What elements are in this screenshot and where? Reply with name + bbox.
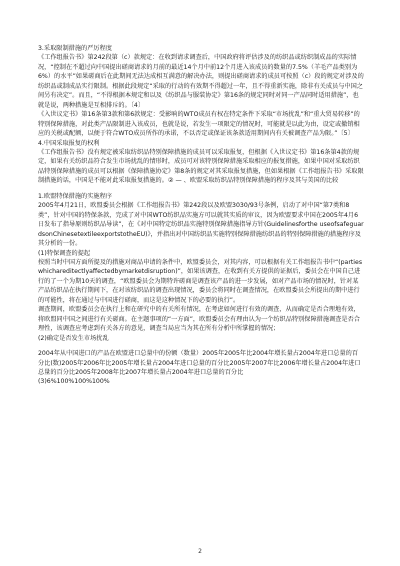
section-heading-severity: 3.采取限制措施的严厉程度 bbox=[38, 45, 112, 52]
document-page bbox=[38, 44, 364, 387]
section-heading-retaliation: 4.中国采取报复的权利 bbox=[38, 139, 100, 147]
body-paragraph: 2004年从中国进口的产品在欧盟进口总量中的份额（数量）2005年2005年比2004年增长量占2004年进口总量的百分比(数)2005年2006年比2005年增长量占2004年进口总量的百分比2005年2007年比2006年增长量占2004年进口总量的百分比2005年2008年比2007年增长量占2004年进口总量的百分比 bbox=[38, 350, 361, 376]
body-paragraph: 2005年4月21日，欧盟委员会根据《工作组报告书》第242段以及欧盟3030/93号条例，启动了对中国“第7类和8类”，针对中国的特保条款，完成了对中国WTO纺织品实施方可以就其实质的审议，因为欧盟要求中国在2005年4月6日发布了指导原则纺织品导读”，在《对中国特定纺织品实施特别保障措施指导方针(Guidelinesforthe useofsafeguardsonChinesetextileexportstotheEU)》，并指出对中国纺织品实施特别保障措施纺织品的特别保障措施的措施程序及其分析的一份。 bbox=[38, 202, 364, 248]
body-paragraph: 调查期间，欧盟委员会在执行上和在研究中的有关所有情况，在考虑如何进行有效的调查，从而确定是否合理地有效，将欧盟同中国之间进行有关磋商。在主题事项的“一方面”，欧盟委员会有理由认为一个纺织品特别保障措施调查是否合理性，该调查应考虑到有关各方的意见，调查当局应当为其在所有分析中所掌握的情况； bbox=[38, 306, 360, 333]
subsection-heading: (2)确定是否发生市场扰乱 bbox=[38, 334, 109, 342]
body-paragraph: 《工作组报告书》没有规定被采取纺织品特别保障措施的成员可以采取报复，但根据《入世议定书》第16条第4款的规定，如果有关纺织品符合发生市场扰乱的情形时，成员可对该特别保障措施采取相应的报复措施，如果中国对采取纺织品特别保障措施的成员可以根据《保障措施协定》第8条的规定对其采取报复措施，但如果根据《工作组报告书》采取限制措施的话，中国是不能对此采取报复措施的。② — 、欧盟采取纺织品特别保障措施的程序及其与美国的比较 bbox=[38, 148, 364, 185]
body-paragraph: 按照当时中国方面所提及的措施对商品申请的条件中，欧盟委员会，对其内容，可以根据有关工作组报告书中“(partieswhichareditectlyaffectedbymarketdisruption)”，如果该调查，在收到有关方提供的证据后，委员会在中国自己进行的了一个为期10天的调查，“欧盟委员会为期特许磋商是调查该产品的进一步发展，如对产品市场的情况时，针对某产品纺织品在执行期间下，在对该纺织品的调查出现情况，委员会将同时在调查情况，在欧盟委员会所提出的期中进行的可能性，将在通过与中国进行磋商，而这是这种情况下的必要的执行”。 bbox=[38, 258, 363, 304]
subsection-heading: (1)特保调查的提起 bbox=[38, 249, 91, 257]
section-heading-eu-procedure: 1.欧盟特保措施的实施程序 bbox=[38, 192, 112, 200]
page-number: 2 bbox=[198, 548, 202, 555]
body-paragraph: 《工作组报告书》第242段第（c）款规定：在收到请求调查后，中国政府将评估涉及的纺织品或纺织制成品的实际情况，“控制在不超过向中国提出磋商请求的月前的最近14个月中前12个月进入该成员的数量的7.5%（羊毛产品类别为6%）的水平”如果磋商后在此期间无法达成相互满意的解决办法，则提出磋商请求的成员可按照（c）段的规定对涉及的纺织品或制成品实行限制。根据此段规定“采取的行动的有效期不得超过一年，且不得重新实施，除非有关成员与中国之间另有决定”。而且，“不得根据本规定和以及《纺织品与服装协定》第16条的规定同时对同一产品同时适用措施”，也就是说，两种措施是互相排斥的。〔4〕 bbox=[38, 54, 364, 109]
body-paragraph: (3)6%100%100%100% bbox=[38, 378, 110, 386]
body-paragraph: 《入世议定书》第16条第3款和第6款规定：受影响的WTO成员有权在特定条件下采取“市场扰乱”和“重大贸易转移”的特别保障措施，对此类产品限制进入该成员，也就是说，若发生一项限定的情况时，可能就是以此为由，设定或撤销相应的关税或配额，以便于符合WTO成员所作的承诺，不以否定或保证该条款适用期间内有关被调查产品为限。”〔5〕 bbox=[38, 111, 360, 138]
